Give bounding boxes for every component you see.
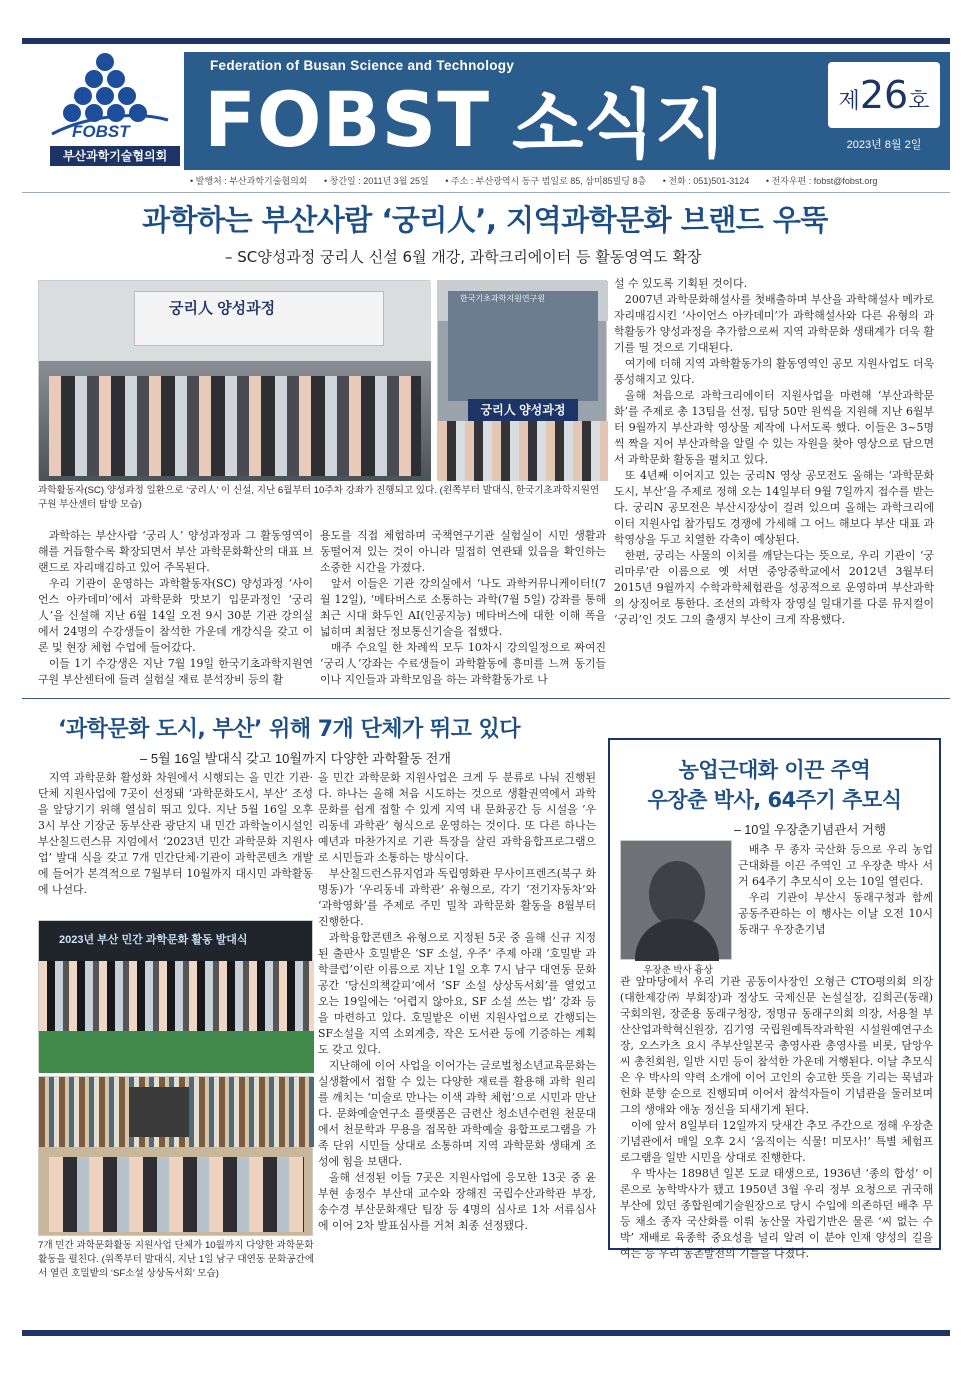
federation-name: Federation of Busan Science and Technology: [210, 58, 515, 73]
fobst-logo: [30, 52, 180, 170]
article1-photo-visit: 한국기초과학지원연구원 궁리人 양성과정: [437, 280, 607, 480]
article3-box: [608, 738, 941, 1260]
title-latin: FOBST: [204, 74, 491, 164]
org-name: 부산과학기술협의회: [50, 146, 180, 166]
photo2-banner-text: 궁리人 양성과정: [468, 399, 578, 421]
article3-photo-caption: 우장춘 박사 흉상: [643, 965, 713, 976]
issue-date: 2023년 8월 2일: [846, 139, 922, 151]
publication-info: • 발행처 : 부산과학기술협의회 • 창간일 : 2011년 3월 25일 • 주소 : 부산광역시 동구 범일로 85, 삼미85빌딩 8층 • 전화 : 051)501-3124 • 전자우편 : fobst@fobst.org: [190, 176, 878, 186]
issue-number-box: 제26호: [828, 62, 940, 128]
article1-column-1: 과학하는 부산사람 ‘궁리人’ 양성과정과 그 활동영역이 해를 거듭할수록 확장되면서 부산 과학문화확산의 대표 브랜드로 자리매김하고 있어 주목된다. 우리 기관이 운영하는 과학활동자(SC) 양성과정 ‘사이언스 아카데미’에서 과학문화 맛보기 입문과정인 ‘궁리人’을 신설해 지난 6월 14일 오전 9시 30분 기관 강의실에서 24명의 수강생들이 참석한 가운데 개강식을 갖고 이론 및 현장 체험 수업에 들어갔다. 이들 1기 수강생은 지난 7월 19일 한국기초과학지원연구원 부산센터에 들려 실험실 재료 분석장비 등의 활: [38, 529, 313, 686]
article3-intro: 배추 무 종자 국산화 등으로 우리 농업근대화를 이끈 주역인 고 우장춘 박사 서거 64주기 추모식이 오는 10일 열린다. 우리 기관이 부산시 동래구청과 함께 공동주관하는 이 행사는 이날 오전 10시 동래구 우장춘기념: [738, 843, 933, 936]
article2-photo-bookclub: [38, 1076, 313, 1236]
article1-column-2: 용도를 직접 체험하며 국책연구기관 실험실이 시민 생활과 동떨어져 있는 것이 아니라 밀접히 연관돼 있음을 확인하는 소중한 시간을 가졌다. 앞서 이들은 기관 강의실에서 ‘나도 과학커뮤니케이터!(7월 12일), ‘메타버스로 소통하는 과학(7월 5일) 강좌를 통해 최근 시대 화두인 AI(인공지능) 메타버스에 대한 이해 폭을 넓히며 최첨단 정보통신기술을 접했다. 매주 수요일 한 차례씩 모두 10차시 강의일정으로 짜여진 ‘궁리人’강좌는 수료생들이 과학활동에 흥미를 느껴 동기들이나 지인들과 과학모임을 하는 과학활동가로 나: [320, 529, 606, 686]
photo-sign-text: 궁리人 양성과정: [169, 300, 276, 317]
article1-caption: 과학활동자(SC) 양성과정 일환으로 ‘궁리人’ 이 신설, 지난 6월부터 10주차 강좌가 진행되고 있다. (왼쪽부터 발대식, 한국기초과학지원연 구원 부산센터 탐방 모습): [38, 485, 600, 510]
article2-title: ‘과학문화 도시, 부산’ 위해 7개 단체가 뛰고 있다: [58, 717, 521, 742]
article2-caption: 7개 민간 과학문화활동 지원사업 단체가 10월까지 다양한 과학문화활동을 펼친다. (위쪽부터 발대식, 지난 1일 남구 대연동 문화공간에서 열린 호밀밭의 ‘SF소설 상상독서회’ 모습): [38, 1240, 315, 1279]
masthead-banner: [184, 52, 950, 170]
bottom-rule: [22, 1330, 950, 1336]
article1-title: 과학하는 부산사람 ‘궁리人’, 지역과학문화 브랜드 우뚝: [142, 203, 828, 237]
title-korean: 소식지: [512, 82, 727, 168]
logo-text: FOBST: [72, 122, 130, 141]
article3-title-line1: 농업근대화 이끈 주역: [678, 758, 871, 782]
article2-subtitle: – 5월 16일 발대식 갖고 10월까지 다양한 과학활동 전개: [140, 751, 451, 766]
article1-photo-ceremony: [38, 280, 430, 480]
photo-banner-text: 2023년 부산 민간 과학문화 활동 발대식: [59, 934, 248, 946]
masthead-title: [204, 74, 727, 168]
article1-column-3: 설 수 있도록 기획된 것이다. 2007년 과학문화해설사를 첫배출하며 부산을 과학해설사 메카로 자리매김시킨 ‘사이언스 아카데미’가 과학해설사와 다른 유형의 과학활동가 양성과정을 추가함으로써 지역 과학문화 생태계가 더욱 활기를 띨 것으로 기대된다. 여기에 더해 지역 과학활동가의 활동영역인 공모 지원사업도 더욱 풍성해지고 있다. 올해 처음으로 과학크리에이터 지원사업을 마련해 ‘부산과학문화’를 주제로 총 13팀을 선정, 팀당 50만 원씩을 지원해 지난 6월부터 9월까지 부산과학 영상물 제작에 나서도록 했다. 이들은 3~5명씩 짝을 지어 부산과학을 알릴 수 있는 자원을 찾아 영상으로 담으면서 과학문화 활동을 펼치고 있다. 또 4년째 이어지고 있는 궁리N 영상 공모전도 올해는 ‘과학문화도시, 부산’을 주제로 정해 오는 14일부터 9월 7일까지 접수를 받는다. 궁리N 공모전은 부산시장상이 걸려 있으며 올해는 과학크리에이터 지원사업 참가팀도 경쟁에 가세해 그 어느 해보다 부산 대표 과학영상을 두고 치열한 각축이 예상된다. 한편, 궁리는 사물의 이치를 깨닫는다는 뜻으로, 우리 기관이 ‘궁리마루’란 이름으로 옛 서면 중앙중학교에서 2012년 3월부터 2015년 9월까지 수학과학체험관을 성공적으로 운영하며 부산과학의 상징어로 통한다. 조선의 과학자 장영실 일대기를 다룬 뮤지컬이 ‘궁리’인 것도 그의 출생지 부산이 크게 작용했다.: [614, 277, 934, 626]
top-rule: [22, 38, 950, 44]
header-divider: [22, 192, 950, 193]
article3-body: 관 앞마당에서 우리 기관 공동이사장인 오형근 CTO평의회 의장(대한제강㈜ 부회장)과 정상도 국제신문 논설실장, 김희곤(동래) 국회의원, 장준용 동래구청장, 정명규 동래구의회 의장, 서용철 부산산업과학혁신원장, 김기영 국립원예특작과학원 시설원예연구소장, 오스카츠 요시 주부산일본국 총영사관 총영사를 비롯, 담앙우씨 총친회원, 일반 시민 등이 참석한 가운데 거행된다. 이날 추모식은 우 박사의 약력 소개에 이어 고인의 숭고한 뜻을 기리는 묵념과 헌화 분향 순으로 진행되며 이어서 참석자들이 기념관을 둘러보며 그의 생애와 애농 정신을 되새기게 된다. 이에 앞서 8일부터 12일까지 닷새간 추모 주간으로 정해 우장춘기념관에서 매일 오후 2시 ‘움직이는 식물! 미모사!’ 특별 체험프로그램을 일반 시민을 상대로 진행한다. 우 박사는 1898년 일본 도쿄 태생으로, 1936년 ‘종의 합성’ 이론으로 농학박사가 됐고 1950년 3월 우리 정부 요청으로 귀국해 부산에 있던 종합원예기술원장으로 당시 수입에 의존하던 배추 무 등 채소 종자 국산화를 이뤄 농산물 자립기반은 물론 ‘씨 없는 수박’ 재배로 육종학 중요성을 널리 알려 이 분야 인재 양성의 길을 여는 등 우리 농촌발전의 기틀을 다졌다.: [620, 975, 933, 1260]
section-divider: [22, 698, 950, 699]
article1-subtitle: – SC양성과정 궁리人 신설 6월 개강, 과학크리에이터 등 활동영역도 확장: [225, 248, 702, 266]
article2-column-2: 올 민간 과학문화 지원사업은 크게 두 분류로 나눠 진행된다. 하나는 올해 처음 시도하는 것으로 생활권역에서 과학문화를 쉽게 접할 수 있게 지역 내 문화공간 등 시설을 ‘우리동네 과학관’ 형식으로 운영하는 것이다. 또 다른 하나는 예년과 마찬가지로 기관 특장을 살린 과학융합프로그램으로 시민들과 소통하는 방식이다. 부산칠드런스뮤지엄과 독립영화관 무사이프렌즈(북구 화명동)가 ‘우리동네 과학관’ 유형으로, 각기 ‘전기자동차’와 ‘과학영화’를 주제로 주민 밀착 과학문화 활동을 8월부터 진행한다. 과학융합콘텐츠 유형으로 지정된 5곳 중 올해 신규 지정된 출판사 호밀밭은 ‘SF 소설, 우주’ 주제 아래 ‘호밀밭 과학클럽’이란 이름으로 지난 1일 오후 7시 남구 대연동 문화공간 ‘당신의책갈피’에서 ‘SF 소설 상상독서회’를 열었고 오는 19일에는 ‘어렵지 않아요, SF 소설 쓰는 법’ 강좌 등을 마련하고 있다. 호밀밭은 이번 지원사업으로 간행되는 SF소설을 지역 소외계층, 작은 도서관 등에 기증하는 계획도 갖고 있다. 지난해에 이어 사업을 이어가는 글로벌청소년교육문화는 실생활에서 접할 수 있는 다양한 재료를 활용해 과학 원리를 깨치는 ‘미술로 만나는 이색 과학 체험’으로 시민과 만난다. 문화예술연구소 플랫폼은 금련산 청소년수련원 천문대에서 천문학과 무용을 접목한 과학예술 융합프로그램을 가족 단위 시민들 상대로 소통하며 지역 과학문화 생태계 조성에 힘을 보탠다. 올해 선정된 이들 7곳은 지원사업에 응모한 13곳 중 윤부현 송정수 부산대 교수와 장해진 국립수산과학관 부장, 송수경 부산문화재단 팀장 등 4명의 심사로 1차 서류심사에 이어 2차 발표심사를 거쳐 최종 선정됐다.: [318, 771, 597, 1232]
article2-photo-ceremony: [38, 920, 313, 1072]
article3-title-line2: 우장춘 박사, 64주기 추모식: [647, 788, 902, 812]
issue-number: 26: [859, 73, 909, 117]
article3-photo-bust: [620, 840, 732, 960]
article2-column-1: 지역 과학문화 활성화 차원에서 시행되는 올 민간 기관·단체 지원사업에 7곳이 선정돼 ‘과학문화도시, 부산’ 조성을 앞당기기 위해 열심히 뛰고 있다. 지난 5월 16일 오후 3시 부산 기장군 동부산관 광단지 내 민간 과학놀이시설인 부산칠드런스뮤 지엄에서 ‘2023년 민간 과학문화 지원사업’ 발대 식을 갖고 7개 민간단체·기관이 과학콘텐츠 개발 에 들어가 본격적으로 7월부터 10월까지 대시민 과학활동에 나선다.: [38, 771, 313, 896]
article3-subtitle: – 10일 우장춘기념관서 거행: [734, 823, 887, 837]
